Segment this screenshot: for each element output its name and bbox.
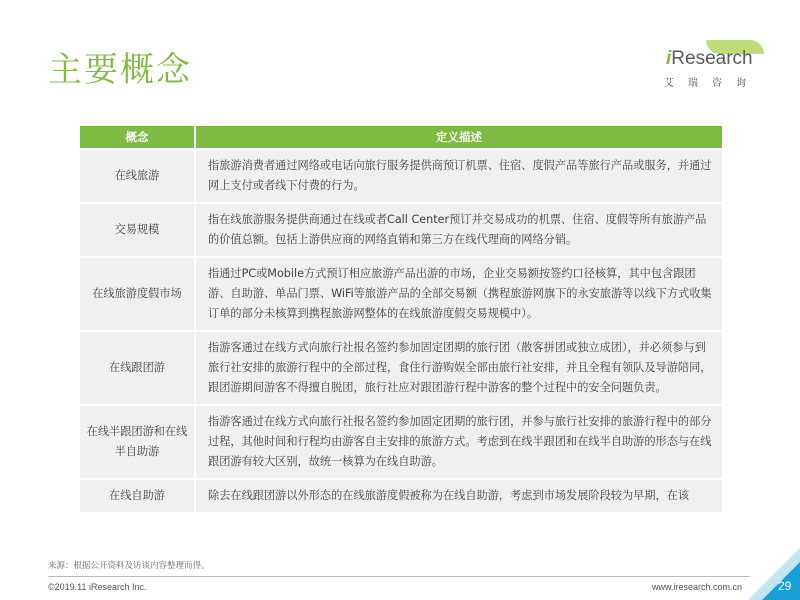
concept-cell: 在线半跟团游和在线半自助游 (80, 406, 196, 478)
concept-cell: 在线自助游 (80, 480, 196, 512)
iresearch-logo (660, 40, 770, 92)
source-note: 来源：根据公开资料及访谈内容整理而得。 (48, 561, 210, 571)
website-url[interactable]: www.iresearch.com.cn (652, 582, 743, 592)
page-title: 主要概念 (48, 50, 192, 90)
definition-cell: 指旅游消费者通过网络或电话向旅行服务提供商预订机票、住宿、度假产品等旅行产品或服务，并通过网上支付或者线下付费的行为。 (196, 150, 722, 202)
header-concept: 概念 (80, 126, 196, 148)
table-row (80, 332, 722, 404)
concept-cell: 交易规模 (80, 204, 196, 256)
table-header-row (80, 126, 722, 148)
logo-subtitle: 艾瑞咨询 (664, 78, 760, 89)
concept-cell: 在线旅游 (80, 150, 196, 202)
concept-cell: 在线旅游度假市场 (80, 258, 196, 330)
logo-word-research: Research (671, 48, 753, 69)
table-row (80, 406, 722, 478)
footer-divider (48, 576, 750, 577)
logo-wordmark (666, 48, 753, 70)
table-row (80, 150, 722, 202)
copyright-text: ©2019.11 iResearch Inc. (48, 582, 147, 592)
definition-cell: 指通过PC或Mobile方式预订相应旅游产品出游的市场，企业交易额按签约口径核算，其中包含跟团游、自助游、单品门票、WiFi等旅游产品的全部交易额（携程旅游网旗下的永安旅游等以线下方式收集订单的部分未核算到携程旅游网整体的在线旅游度假交易规模中）。 (196, 258, 722, 330)
page-number: 29 (778, 579, 792, 593)
definition-cell: 指在线旅游服务提供商通过在线或者Call Center预订并交易成功的机票、住宿、度假等所有旅游产品的价值总额。包括上游供应商的网络直销和第三方在线代理商的网络分销。 (196, 204, 722, 256)
table-row (80, 258, 722, 330)
header-definition: 定义描述 (196, 126, 722, 148)
definition-cell: 指游客通过在线方式向旅行社报名签约参加固定团期的旅行团（散客拼团或独立成团），并必须参与到旅行社安排的旅游行程中的全部过程，食住行游购娱全部由旅行社安排，并且全程有领队及导游陪同，跟团游期间游客不得擅自脱团，旅行社应对跟团游行程中游客的整个过程中的安全问题负责。 (196, 332, 722, 404)
definition-cell: 除去在线跟团游以外形态的在线旅游度假被称为在线自助游，考虑到市场发展阶段较为早期，在该 (196, 480, 722, 512)
table-row (80, 480, 722, 512)
logo-i-letter: i (666, 48, 672, 69)
table-row (80, 204, 722, 256)
definition-cell: 指游客通过在线方式向旅行社报名签约参加固定团期的旅行团，并参与旅行社安排的旅游行程中的部分过程，其他时间和行程均由游客自主安排的旅游方式。考虑到在线半跟团和在线半自助游的形态与在线跟团游有较大区别，故统一核算为在线自助游。 (196, 406, 722, 478)
concept-cell: 在线跟团游 (80, 332, 196, 404)
concepts-table (80, 124, 722, 514)
